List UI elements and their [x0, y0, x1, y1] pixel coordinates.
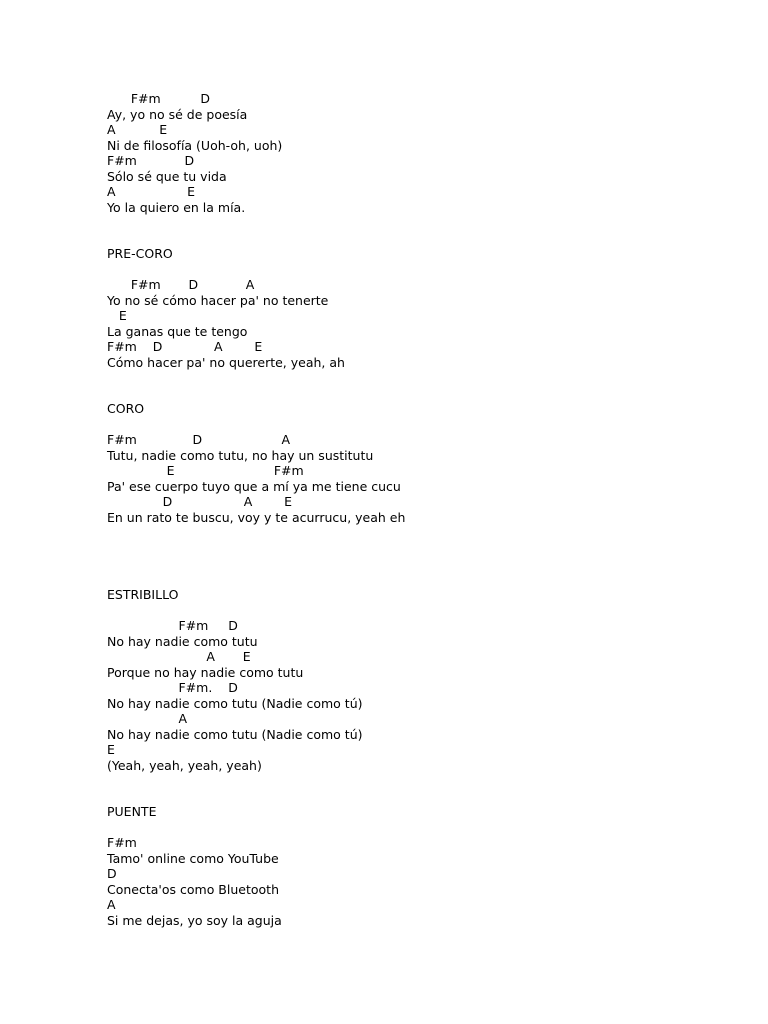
lyric-line: Tutu, nadie como tutu, no hay un sustitutu [107, 447, 374, 463]
chord-line: F#m D [107, 91, 211, 106]
lyric-line: Ay, yo no sé de poesía [107, 106, 248, 122]
lyric-line: La ganas que te tengo [107, 323, 248, 339]
lyric-line: No hay nadie como tutu (Nadie como tú) [107, 726, 363, 742]
lyric-line: Pa' ese cuerpo tuyo que a mí ya me tiene cucu [107, 478, 401, 494]
chord-line: F#m D [107, 153, 195, 168]
chord-line: A [107, 711, 188, 726]
verse-section [107, 91, 747, 215]
chord-line: F#m D A [107, 277, 255, 292]
section-heading-coro: CORO [107, 401, 145, 416]
chord-line: F#m. D [107, 680, 238, 695]
chord-line: F#m [107, 835, 137, 850]
chord-line: F#m D A [107, 432, 291, 447]
coro-section [107, 401, 747, 525]
chord-line: A E [107, 649, 251, 664]
chord-line: D [107, 866, 117, 881]
lyric-line: No hay nadie como tutu (Nadie como tú) [107, 695, 363, 711]
section-heading-estribillo: ESTRIBILLO [107, 587, 179, 602]
section-heading-puente: PUENTE [107, 804, 157, 819]
chord-line: E [107, 742, 115, 757]
lyric-line: No hay nadie como tutu [107, 633, 258, 649]
chord-line: E [107, 308, 127, 323]
chord-line: D A E [107, 494, 293, 509]
estribillo-section [107, 587, 747, 773]
lyric-line: En un rato te buscu, voy y te acurrucu, yeah eh [107, 509, 406, 525]
lyric-line: Si me dejas, yo soy la aguja [107, 912, 282, 928]
lyric-line: Tamo' online como YouTube [107, 850, 279, 866]
lyric-line: Yo la quiero en la mía. [107, 199, 246, 215]
chord-sheet-document [107, 91, 747, 928]
chord-line: E F#m [107, 463, 304, 478]
lyric-line: Conecta'os como Bluetooth [107, 881, 279, 897]
lyric-line: Porque no hay nadie como tutu [107, 664, 304, 680]
chord-line: A [107, 897, 116, 912]
chord-line: F#m D A E [107, 339, 263, 354]
chord-line: A E [107, 184, 195, 199]
pre-coro-section [107, 246, 747, 370]
chord-line: A E [107, 122, 168, 137]
chord-line: F#m D [107, 618, 238, 633]
lyric-line: Cómo hacer pa' no quererte, yeah, ah [107, 354, 345, 370]
puente-section [107, 804, 747, 928]
lyric-line: Yo no sé cómo hacer pa' no tenerte [107, 292, 329, 308]
section-heading-pre-coro: PRE-CORO [107, 246, 173, 261]
lyric-line: Sólo sé que tu vida [107, 168, 227, 184]
lyric-line: (Yeah, yeah, yeah, yeah) [107, 757, 262, 773]
lyric-line: Ni de filosofía (Uoh-oh, uoh) [107, 137, 283, 153]
